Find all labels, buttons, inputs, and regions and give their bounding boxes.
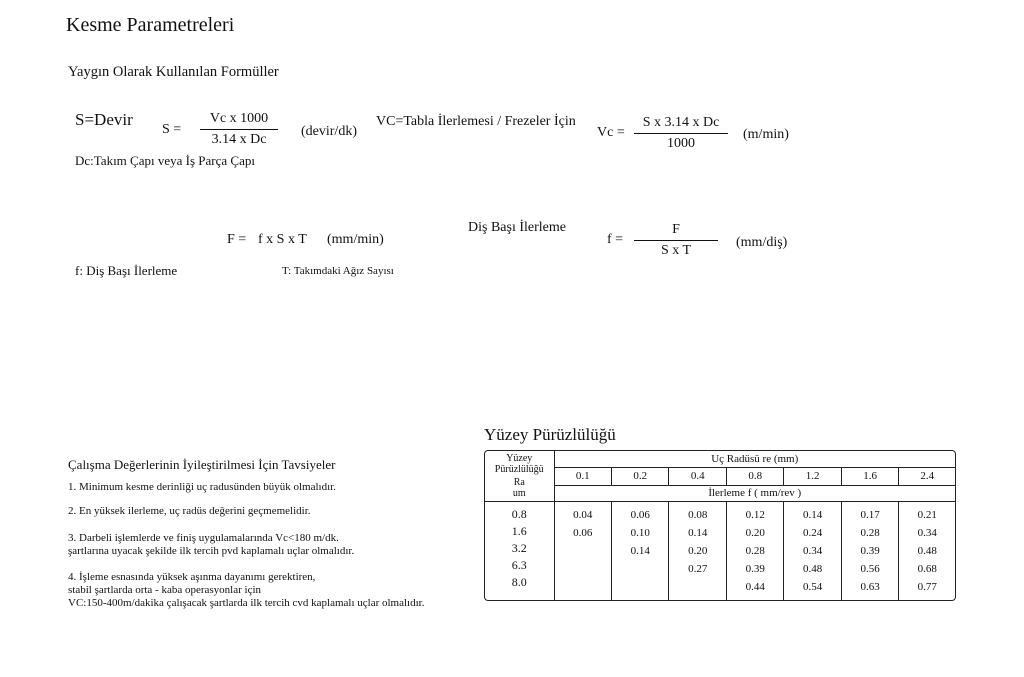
page-title: Kesme Parametreleri bbox=[66, 14, 235, 36]
feed-column-0.4 bbox=[669, 501, 726, 600]
table-corner-label: Yüzey bbox=[506, 453, 533, 464]
formula-F-unit: (mm/min) bbox=[327, 232, 384, 247]
radius-value: 0.1 bbox=[554, 467, 611, 485]
table-corner-label: um bbox=[512, 488, 526, 499]
formula-s-unit: (devir/dk) bbox=[301, 124, 357, 139]
feed-column-1.6 bbox=[841, 501, 898, 600]
roughness-heading: Yüzey Pürüzlülüğü bbox=[484, 425, 616, 444]
feed-header: İlerleme f ( mm/rev ) bbox=[554, 485, 955, 501]
formula-s-numerator: Vc x 1000 bbox=[209, 111, 269, 126]
feed-value: 0.28 bbox=[745, 544, 765, 557]
table-corner-label: Pürüzlülüğü bbox=[494, 464, 544, 475]
feed-value: 0.34 bbox=[917, 526, 937, 539]
formula-s-lhs: S = bbox=[162, 122, 182, 137]
feed-value: 0.28 bbox=[860, 526, 880, 539]
ra-values-column bbox=[485, 501, 554, 600]
table-corner-header bbox=[485, 451, 554, 501]
formula-f-unit: (mm/diş) bbox=[736, 235, 788, 250]
feed-value: 0.54 bbox=[803, 580, 823, 593]
recommendation-line: şartlarına uyacak şekilde ilk tercih pvd kaplamalı uçlar olmalıdır. bbox=[68, 545, 355, 557]
feed-value: 0.48 bbox=[917, 544, 937, 557]
recommendations-heading: Çalışma Değerlerinin İyileştirilmesi İçin Tavsiyeler bbox=[68, 457, 336, 472]
formula-F-expression: f x S x T bbox=[258, 232, 307, 247]
formula-s-heading: S=Devir bbox=[75, 110, 133, 129]
radius-value: 2.4 bbox=[899, 467, 955, 485]
recommendation-line: 1. Minimum kesme derinliği uç radusünden büyük olmalıdır. bbox=[68, 481, 336, 493]
formula-F-note-t: T: Takımdaki Ağız Sayısı bbox=[282, 265, 394, 277]
feed-column-0.2 bbox=[611, 501, 668, 600]
feed-column-0.8 bbox=[726, 501, 783, 600]
feed-value: 0.06 bbox=[573, 526, 593, 539]
radius-header: Uç Radüsü re (mm) bbox=[554, 451, 955, 467]
ra-value: 1.6 bbox=[511, 523, 527, 538]
formula-f-numerator: F bbox=[672, 222, 680, 237]
formula-F-lhs: F = bbox=[227, 232, 247, 247]
table-corner-label: Ra bbox=[513, 477, 525, 488]
fraction-bar bbox=[634, 240, 718, 241]
feed-value: 0.68 bbox=[917, 562, 937, 575]
recommendation-3 bbox=[68, 532, 354, 558]
formula-F-note-f: f: Diş Başı İlerleme bbox=[75, 263, 178, 278]
feed-value: 0.34 bbox=[803, 544, 823, 557]
formula-s-denominator: 3.14 x Dc bbox=[211, 132, 267, 147]
feed-value: 0.63 bbox=[860, 580, 880, 593]
recommendation-2 bbox=[68, 505, 311, 518]
feed-value: 0.08 bbox=[688, 508, 708, 521]
formula-vc-lhs: Vc = bbox=[597, 125, 625, 140]
radius-value: 0.2 bbox=[611, 467, 668, 485]
recommendation-1 bbox=[68, 481, 336, 494]
feed-value: 0.39 bbox=[860, 544, 880, 557]
formula-f-heading: Diş Başı İlerleme bbox=[468, 220, 566, 235]
formula-s-fraction bbox=[200, 110, 278, 149]
formula-vc-numerator: S x 3.14 x Dc bbox=[642, 115, 720, 130]
radius-value: 0.8 bbox=[726, 467, 783, 485]
ra-value: 0.8 bbox=[511, 506, 527, 521]
feed-value: 0.56 bbox=[860, 562, 880, 575]
recommendation-4 bbox=[68, 571, 424, 610]
feed-column-1.2 bbox=[784, 501, 841, 600]
feed-value: 0.10 bbox=[630, 526, 650, 539]
feed-value: 0.27 bbox=[688, 562, 708, 575]
feed-value: 0.48 bbox=[803, 562, 823, 575]
feed-value: 0.12 bbox=[745, 508, 765, 521]
formula-f-lhs: f = bbox=[607, 232, 624, 247]
feed-value: 0.24 bbox=[803, 526, 823, 539]
formula-f-fraction bbox=[634, 221, 718, 260]
recommendation-line: stabil şartlarda orta - kaba operasyonlar için bbox=[68, 584, 262, 596]
formula-vc-denominator: 1000 bbox=[667, 136, 695, 151]
feed-value: 0.04 bbox=[573, 508, 593, 521]
formula-f-denominator: S x T bbox=[660, 243, 692, 258]
feed-value: 0.44 bbox=[745, 580, 765, 593]
feed-value: 0.77 bbox=[917, 580, 937, 593]
feed-value: 0.14 bbox=[630, 544, 650, 557]
formula-s-note: Dc:Takım Çapı veya İş Parça Çapı bbox=[75, 153, 255, 168]
feed-value: 0.14 bbox=[803, 508, 823, 521]
formula-vc-heading: VC=Tabla İlerlemesi / Frezeler İçin bbox=[376, 114, 576, 129]
feed-column-0.1 bbox=[554, 501, 611, 600]
recommendation-line: 3. Darbeli işlemlerde ve finiş uygulamalarında Vc<180 m/dk. bbox=[68, 532, 339, 544]
feed-value: 0.20 bbox=[688, 544, 708, 557]
formula-vc-fraction bbox=[634, 114, 728, 153]
recommendation-line: 2. En yüksek ilerleme, uç radüs değerini geçmemelidir. bbox=[68, 505, 311, 517]
feed-value: 0.17 bbox=[860, 508, 880, 521]
radius-value: 1.2 bbox=[784, 467, 841, 485]
recommendation-line: VC:150-400m/dakika çalışacak şartlarda ilk tercih cvd kaplamalı uçlar olmalıdır. bbox=[68, 597, 425, 609]
ra-value: 8.0 bbox=[511, 574, 527, 589]
radius-value: 0.4 bbox=[669, 467, 726, 485]
fraction-bar bbox=[200, 129, 278, 130]
feed-value: 0.21 bbox=[917, 508, 937, 521]
formula-vc-unit: (m/min) bbox=[743, 127, 789, 142]
ra-value: 6.3 bbox=[511, 557, 527, 572]
feed-value: 0.20 bbox=[745, 526, 765, 539]
page-subtitle: Yaygın Olarak Kullanılan Formüller bbox=[68, 64, 279, 80]
ra-value: 3.2 bbox=[511, 540, 527, 555]
feed-value: 0.06 bbox=[630, 508, 650, 521]
fraction-bar bbox=[634, 133, 728, 134]
roughness-table bbox=[484, 450, 956, 601]
feed-column-2.4 bbox=[899, 501, 955, 600]
radius-value: 1.6 bbox=[841, 467, 898, 485]
recommendation-line: 4. İşleme esnasında yüksek aşınma dayanımı gerektiren, bbox=[68, 571, 316, 583]
feed-value: 0.14 bbox=[688, 526, 708, 539]
feed-value: 0.39 bbox=[745, 562, 765, 575]
